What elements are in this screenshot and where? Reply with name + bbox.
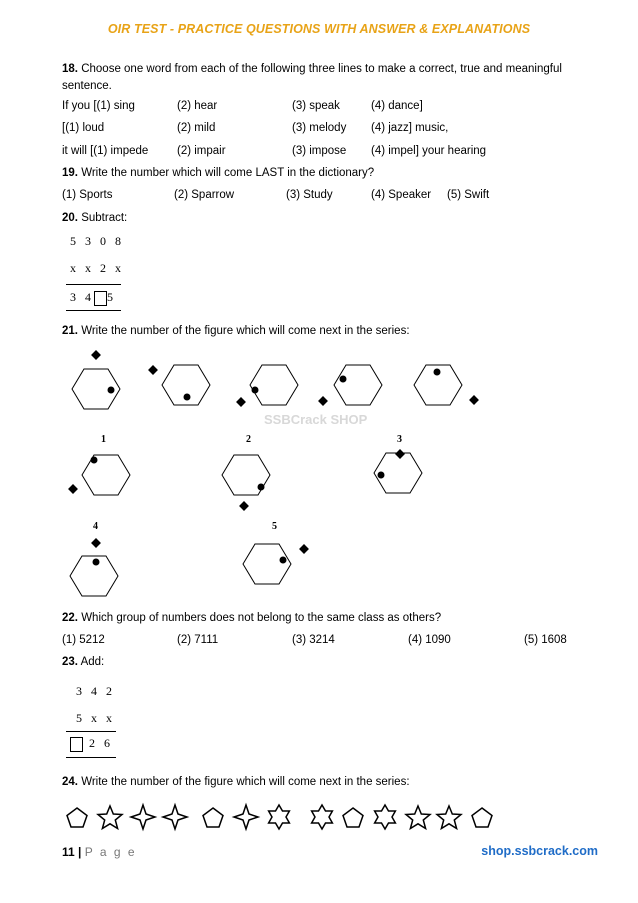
q19-text: Write the number which will come LAST in the dictionary? xyxy=(81,167,375,179)
q22-text: Which group of numbers does not belong to the same class as others? xyxy=(81,612,442,624)
q21-problem-figure-4 xyxy=(318,365,382,406)
q24-shape-star5-2 xyxy=(406,806,430,829)
q24-text: Write the number of the figure which will come next in the series: xyxy=(81,776,410,788)
q24-shape-star6-3 xyxy=(375,805,396,829)
q19-option-3: (3) Study xyxy=(286,189,333,201)
q24-shape-star4-3 xyxy=(234,805,258,829)
q22-option-3: (3) 3214 xyxy=(292,634,335,646)
q21-problem-figure-2 xyxy=(148,365,210,405)
q24-figure-series xyxy=(60,800,510,836)
q18-row3-opt4: (4) impel] your hearing xyxy=(371,145,487,157)
q20-rule-bottom xyxy=(66,310,121,311)
q20-line xyxy=(62,212,127,224)
page-header: OIR TEST - PRACTICE QUESTIONS WITH ANSWER & EXPLANATIONS xyxy=(107,22,531,36)
q24-shape-star6-1 xyxy=(269,805,290,829)
q21-answer-figure-1 xyxy=(68,455,130,495)
q21-label-4: 4 xyxy=(93,521,98,532)
q23-number: 23. xyxy=(62,656,78,668)
q20-result-last: 5 xyxy=(107,290,116,304)
q23-sum xyxy=(70,736,113,752)
q20-text: Subtract: xyxy=(81,212,128,224)
q21-label-2: 2 xyxy=(246,434,251,445)
q23-addend-1: 3 4 2 xyxy=(76,684,115,698)
watermark: SSBCrack SHOP xyxy=(264,412,368,427)
q21-line xyxy=(62,325,410,337)
q24-shape-pentagon-4 xyxy=(472,808,492,827)
q21-text: Write the number of the figure which will come next in the series: xyxy=(81,325,410,337)
q23-rule-bottom xyxy=(66,757,116,758)
q20-result xyxy=(70,290,116,306)
q24-shape-pentagon-2 xyxy=(203,808,223,827)
q22-option-4: (4) 1090 xyxy=(408,634,451,646)
q24-shape-star5-3 xyxy=(437,806,461,829)
q18-row3-opt3: (3) impose xyxy=(292,145,347,157)
q18-row1-opt1: If you [(1) sing xyxy=(62,100,135,112)
q21-answer-figure-3 xyxy=(374,449,422,493)
q18-row3-opt2: (2) impair xyxy=(177,145,226,157)
q18-line1 xyxy=(62,63,562,75)
q18-text-cont: sentence. xyxy=(62,80,112,92)
q24-shape-star5-1 xyxy=(98,806,122,829)
q24-shape-pentagon-3 xyxy=(343,808,363,827)
q21-answer-figure-2 xyxy=(222,455,270,511)
q21-answer-figure-4 xyxy=(70,538,118,596)
q18-row1-opt2: (2) hear xyxy=(177,100,218,112)
q18-row2-opt3: (3) melody xyxy=(292,122,347,134)
q21-answer-figure-5 xyxy=(243,544,309,584)
q20-result-digits: 3 4 xyxy=(70,290,94,304)
q18-row2-opt2: (2) mild xyxy=(177,122,216,134)
q20-blank-box xyxy=(94,291,107,306)
q23-line xyxy=(62,656,104,668)
footer-site-link[interactable]: shop.ssbcrack.com xyxy=(481,844,598,858)
q23-blank-box xyxy=(70,737,83,752)
q19-option-2: (2) Sparrow xyxy=(174,189,235,201)
q21-figures xyxy=(0,340,638,600)
q21-label-1: 1 xyxy=(101,434,106,445)
q24-shape-star4-2 xyxy=(163,805,187,829)
q22-option-5: (5) 1608 xyxy=(524,634,567,646)
q21-problem-figure-1 xyxy=(72,350,120,409)
q22-option-2: (2) 7111 xyxy=(177,634,219,646)
q23-rule-top xyxy=(66,731,116,732)
q21-problem-figure-3 xyxy=(236,365,298,407)
q24-line xyxy=(62,776,410,788)
q21-label-3: 3 xyxy=(397,434,402,445)
page-word: P a g e xyxy=(84,845,137,859)
q24-number: 24. xyxy=(62,776,78,788)
page-footer-number xyxy=(62,845,137,859)
q23-addend-2: 5 x x xyxy=(76,711,115,725)
q21-problem-figure-5 xyxy=(414,365,479,405)
q18-row3-opt1: it will [(1) impede xyxy=(62,145,149,157)
q18-row1-opt4: (4) dance] xyxy=(371,100,423,112)
q18-text: Choose one word from each of the following three lines to make a correct, true and meaningful xyxy=(81,63,562,75)
q21-number: 21. xyxy=(62,325,78,337)
q19-line xyxy=(62,167,374,179)
q22-number: 22. xyxy=(62,612,78,624)
page-number: 11 xyxy=(62,845,75,859)
q22-option-1: (1) 5212 xyxy=(62,634,105,646)
q20-subtrahend: x x 2 x xyxy=(70,261,124,275)
q23-sum-digits: 2 6 xyxy=(89,736,113,750)
q20-rule-top xyxy=(66,284,121,285)
q23-text: Add: xyxy=(80,656,105,668)
q18-number: 18. xyxy=(62,63,78,75)
q18-row2-opt4: (4) jazz] music, xyxy=(371,122,449,134)
q20-number: 20. xyxy=(62,212,78,224)
page-separator: | xyxy=(78,845,82,859)
q24-shape-star6-2 xyxy=(312,805,333,829)
q24-shape-star4-1 xyxy=(131,805,155,829)
q18-row1-opt3: (3) speak xyxy=(292,100,340,112)
q19-option-1: (1) Sports xyxy=(62,189,113,201)
q21-label-5: 5 xyxy=(272,521,277,532)
q19-option-4: (4) Speaker xyxy=(371,189,432,201)
q18-row2-opt1: [(1) loud xyxy=(62,122,105,134)
q22-line xyxy=(62,612,441,624)
q20-minuend: 5 3 0 8 xyxy=(70,234,124,248)
q24-shape-pentagon-1 xyxy=(67,808,87,827)
q19-option-5: (5) Swift xyxy=(447,189,490,201)
q19-number: 19. xyxy=(62,167,78,179)
